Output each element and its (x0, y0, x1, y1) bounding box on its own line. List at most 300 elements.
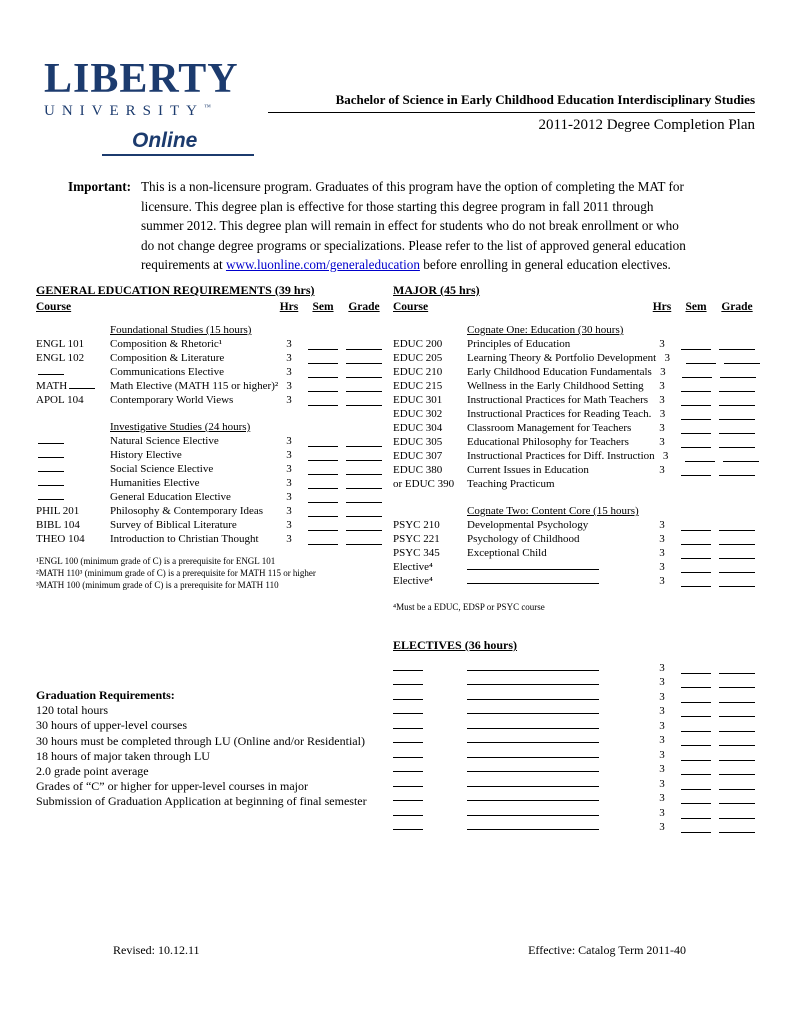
course-title (467, 573, 651, 587)
course-title: Social Science Elective (110, 463, 214, 475)
course-code: ENGL 101 (36, 338, 85, 350)
gened-course-row (36, 461, 382, 475)
graduation-requirement: 18 hours of major taken through LU (36, 748, 210, 763)
sem-blank-line (308, 339, 338, 350)
grade-blank-line (346, 353, 382, 364)
major-section-heading: Cognate Two: Content Core (15 hours) (467, 505, 639, 517)
major-footnote: ⁴Must be a EDUC, EDSP or PSYC course (393, 602, 545, 612)
major-section-heading-row (393, 503, 755, 517)
logo-university-text: UNIVERSITY (44, 103, 204, 119)
course-title: Instructional Practices for Diff. Instruction (467, 450, 655, 462)
grade-blank-line (724, 353, 760, 364)
electives-title: ELECTIVES (36 hours) (393, 638, 518, 652)
blank-course-code-line (38, 461, 64, 472)
blank-course-title-line (467, 776, 599, 787)
logo-underline-rule (102, 154, 254, 156)
general-education-table-header (36, 301, 382, 313)
course-hrs: 3 (659, 777, 665, 790)
blank-course-title-line (467, 559, 599, 570)
grade-blank-line (719, 764, 755, 775)
grade-blank-line (346, 436, 382, 447)
major-section-heading: Cognate One: Education (30 hours) (467, 324, 624, 336)
course-code: EDUC 305 (393, 436, 443, 448)
important-text-before-link: This is a non-licensure program. Graduates of this program have the option of completing the MAT for licensure. This degree plan is effective for those starting this degree program in fall 2011 through summer 2012. This degree plan will remain in effect for students who do not break enrollment or who do not change degree programs or specializations. Please refer to the list of approved general education requirements at (141, 179, 686, 272)
grade-blank-line (723, 451, 759, 462)
course-code: EDUC 215 (393, 380, 443, 392)
course-title: Exceptional Child (467, 547, 547, 559)
course-title (467, 718, 651, 732)
grade-blank-line (346, 520, 382, 531)
grade-blank-line (346, 339, 382, 350)
grade-blank-line (346, 478, 382, 489)
graduation-requirement: 30 hours must be completed through LU (Online and/or Residential) (36, 733, 365, 748)
course-hrs: 3 (286, 519, 292, 531)
major-course-row (393, 545, 755, 559)
course-hrs: 3 (659, 394, 665, 406)
sem-blank-line (681, 423, 711, 434)
course-hrs: 3 (286, 380, 292, 392)
course-code (36, 447, 110, 461)
course-title: Developmental Psychology (467, 519, 589, 531)
course-hrs: 3 (662, 450, 669, 462)
sem-blank-line (681, 548, 711, 559)
blank-course-title-line (467, 718, 599, 729)
course-hrs: 3 (659, 661, 665, 674)
blank-course-code-line (393, 660, 423, 671)
general-education-section (36, 283, 382, 591)
blank-course-code-line (393, 674, 423, 685)
column-header-hrs: Hrs (279, 301, 299, 313)
grade-blank-line (346, 367, 382, 378)
gened-footnote: ³MATH 100 (minimum grade of C) is a prerequisite for MATH 110 (36, 580, 279, 590)
blank-course-title-line (467, 703, 599, 714)
electives-row (393, 819, 755, 834)
sem-blank-line (681, 339, 711, 350)
blank-course-title-line (467, 747, 599, 758)
grade-blank-line (719, 562, 755, 573)
gened-course-row (36, 378, 382, 392)
blank-course-title-line (467, 790, 599, 801)
course-hrs: 3 (286, 394, 292, 406)
gened-section-heading: Foundational Studies (15 hours) (110, 324, 252, 336)
gened-footnote: ²MATH 110³ (minimum grade of C) is a prerequisite for MATH 115 or higher (36, 568, 316, 578)
major-course-row (393, 420, 755, 434)
course-hrs: 3 (660, 366, 666, 378)
electives-row (393, 775, 755, 790)
major-course-row (393, 392, 755, 406)
course-title (467, 559, 651, 573)
major-table-header (393, 301, 755, 313)
course-title: Contemporary World Views (110, 394, 234, 406)
course-code: PSYC 210 (393, 519, 440, 531)
gened-section-gap (36, 406, 382, 419)
important-notice (68, 177, 692, 275)
electives-row (393, 790, 755, 805)
course-title: Psychology of Childhood (467, 533, 580, 545)
sem-blank-line (681, 735, 711, 746)
gened-course-row (36, 475, 382, 489)
course-code: PSYC 221 (393, 533, 440, 545)
graduation-requirement: 2.0 grade point average (36, 764, 149, 779)
major-section-gap (393, 490, 755, 503)
course-title: Instructional Practices for Reading Teach. (467, 408, 652, 420)
blank-course-code-line (38, 364, 64, 375)
sem-blank-line (308, 506, 338, 517)
course-title: Classroom Management for Teachers (467, 422, 632, 434)
major-course-row (393, 517, 755, 531)
course-title: Math Elective (MATH 115 or higher)² (110, 380, 279, 392)
course-title: General Education Elective (110, 491, 231, 503)
graduation-requirement: Submission of Graduation Application at beginning of final semester (36, 794, 367, 809)
general-education-title: GENERAL EDUCATION REQUIREMENTS (39 hrs) (36, 283, 315, 297)
course-hrs: 3 (659, 763, 665, 775)
course-code: EDUC 210 (393, 366, 443, 378)
grade-blank-line (719, 663, 755, 674)
gened-course-row (36, 531, 382, 545)
course-title: Philosophy & Contemporary Ideas (110, 505, 264, 517)
sem-blank-line (681, 534, 711, 545)
course-title: Composition & Literature (110, 352, 225, 364)
course-title: Teaching Practicum (467, 478, 555, 490)
major-rows (393, 322, 755, 587)
major-section-heading-row (393, 322, 755, 336)
course-code: EDUC 380 (393, 464, 443, 476)
course-code (36, 461, 110, 475)
gened-course-row (36, 392, 382, 406)
gened-course-row (36, 433, 382, 447)
major-course-row (393, 559, 755, 573)
course-code (36, 489, 110, 503)
course-hrs: 3 (659, 719, 665, 732)
grade-blank-line (719, 677, 755, 688)
graduation-requirement: 30 hours of upper-level courses (36, 718, 188, 733)
blank-course-title-line (467, 819, 599, 830)
sem-blank-line (308, 534, 338, 545)
general-education-footnotes (36, 555, 382, 591)
course-title (467, 761, 651, 775)
course-title: Early Childhood Education Fundamentals (467, 366, 652, 378)
blank-course-code-line (38, 475, 64, 486)
course-title: Wellness in the Early Childhood Setting (467, 380, 644, 392)
course-code (393, 819, 467, 833)
course-code: Elective⁴ (393, 561, 433, 573)
document-header (268, 92, 755, 134)
course-title (467, 674, 651, 688)
course-hrs: 3 (286, 435, 292, 447)
major-course-row (393, 336, 755, 350)
grade-blank-line (719, 822, 755, 833)
grade-blank-line (346, 381, 382, 392)
graduation-requirements-list (36, 703, 408, 809)
course-title (467, 703, 651, 717)
electives-row (393, 703, 755, 718)
course-title: Communications Elective (110, 366, 224, 378)
course-hrs: 3 (664, 352, 670, 364)
electives-section (393, 638, 755, 833)
major-footnotes (393, 601, 755, 613)
course-hrs: 3 (659, 533, 665, 545)
major-course-row (393, 406, 755, 420)
sem-blank-line (681, 409, 711, 420)
electives-row (393, 746, 755, 761)
blank-course-title-line (467, 573, 599, 584)
graduation-requirement: 120 total hours (36, 703, 108, 718)
major-section (393, 283, 755, 613)
sem-blank-line (681, 465, 711, 476)
grade-blank-line (719, 381, 755, 392)
course-code: EDUC 304 (393, 422, 443, 434)
grade-blank-line (346, 395, 382, 406)
grade-blank-line (719, 692, 755, 703)
sem-blank-line (308, 395, 338, 406)
grade-blank-line (346, 506, 382, 517)
sem-blank-line (681, 381, 711, 392)
sem-blank-line (308, 450, 338, 461)
general-education-link[interactable]: www.luonline.com/generaleducation (225, 257, 420, 272)
grade-blank-line (719, 423, 755, 434)
course-hrs: 3 (659, 734, 665, 746)
course-title: Learning Theory & Portfolio Development (467, 352, 657, 364)
grade-blank-line (346, 492, 382, 503)
course-hrs: 3 (659, 575, 665, 587)
course-hrs: 3 (286, 366, 292, 378)
major-course-row (393, 476, 755, 490)
gened-course-row (36, 517, 382, 531)
blank-course-title-line (467, 761, 599, 772)
course-hrs: 3 (659, 792, 665, 804)
course-title: Humanities Elective (110, 477, 200, 489)
course-code: or EDUC 390 (393, 478, 455, 490)
course-title (467, 776, 651, 790)
gened-section-heading-row (36, 419, 382, 433)
sem-blank-line (681, 395, 711, 406)
grade-blank-line (719, 395, 755, 406)
course-hrs: 3 (659, 705, 665, 717)
blank-course-title-line (467, 805, 599, 816)
course-code: THEO 104 (36, 533, 85, 545)
electives-row (393, 761, 755, 776)
logo-online-text: Online (132, 129, 198, 152)
blank-course-code-line (38, 433, 64, 444)
column-header-grade: Grade (721, 301, 753, 313)
major-title: MAJOR (45 hrs) (393, 283, 480, 297)
course-hrs: 3 (286, 533, 292, 545)
electives-row (393, 732, 755, 747)
column-header-sem: Sem (312, 301, 334, 313)
electives-row (393, 717, 755, 732)
course-code: EDUC 205 (393, 352, 443, 364)
course-hrs: 3 (659, 380, 665, 392)
gened-section-heading: Investigative Studies (24 hours) (110, 421, 251, 433)
grade-blank-line (719, 534, 755, 545)
course-title: Natural Science Elective (110, 435, 219, 447)
sem-blank-line (682, 367, 712, 378)
grade-blank-line (719, 735, 755, 746)
electives-row (393, 804, 755, 819)
course-hrs: 3 (286, 352, 292, 364)
blank-course-title-line (467, 660, 599, 671)
major-course-row (393, 573, 755, 587)
grade-blank-line (719, 808, 755, 819)
graduation-requirements (36, 688, 408, 810)
course-hrs: 3 (659, 519, 665, 531)
major-course-row (393, 350, 755, 364)
grade-blank-line (720, 367, 756, 378)
revised-date: Revised: 10.12.11 (113, 943, 200, 957)
logo-liberty-wordmark: LIBERTY (44, 56, 239, 102)
blank-course-code-line (69, 378, 95, 389)
sem-blank-line (681, 750, 711, 761)
grade-blank-line (719, 750, 755, 761)
liberty-university-logo (44, 58, 259, 156)
sem-blank-line (308, 381, 338, 392)
blank-course-title-line (467, 689, 599, 700)
course-code: EDUC 307 (393, 450, 443, 462)
course-code (36, 475, 110, 489)
grade-blank-line (719, 409, 755, 420)
trademark-symbol: ™ (204, 103, 211, 111)
column-header-course: Course (36, 301, 72, 313)
course-code: EDUC 302 (393, 408, 443, 420)
grade-blank-line (346, 464, 382, 475)
course-title (467, 819, 651, 833)
course-hrs: 3 (659, 436, 665, 448)
electives-row (393, 674, 755, 689)
document-title: Bachelor of Science in Early Childhood Education Interdisciplinary Studies (268, 92, 755, 113)
graduation-requirements-title: Graduation Requirements: (36, 688, 175, 702)
sem-blank-line (308, 464, 338, 475)
course-title: Instructional Practices for Math Teachers (467, 394, 649, 406)
gened-course-row (36, 364, 382, 378)
grade-blank-line (719, 721, 755, 732)
course-code: Elective⁴ (393, 575, 433, 587)
course-code: PSYC 345 (393, 547, 440, 559)
gened-footnote: ¹ENGL 100 (minimum grade of C) is a prerequisite for ENGL 101 (36, 556, 276, 566)
sem-blank-line (685, 451, 715, 462)
sem-blank-line (681, 576, 711, 587)
grade-blank-line (719, 548, 755, 559)
course-code (393, 674, 467, 688)
grade-blank-line (719, 779, 755, 790)
course-code: PHIL 201 (36, 505, 80, 517)
sem-blank-line (681, 822, 711, 833)
course-hrs: 3 (659, 821, 665, 833)
sem-blank-line (681, 721, 711, 732)
grade-blank-line (719, 793, 755, 804)
course-hrs: 3 (659, 561, 665, 573)
course-hrs: 3 (659, 464, 665, 476)
graduation-requirement: Grades of “C” or higher for upper-level courses in major (36, 779, 308, 794)
sem-blank-line (308, 492, 338, 503)
column-header-hrs: Hrs (652, 301, 672, 313)
major-course-row (393, 448, 755, 462)
course-hrs: 3 (659, 422, 665, 434)
course-code (36, 433, 110, 447)
grade-blank-line (346, 534, 382, 545)
blank-course-title-line (467, 674, 599, 685)
effective-term: Effective: Catalog Term 2011-40 (528, 943, 686, 957)
sem-blank-line (681, 793, 711, 804)
column-header-sem: Sem (685, 301, 707, 313)
electives-row (393, 659, 755, 674)
course-hrs: 3 (286, 463, 292, 475)
course-code: EDUC 301 (393, 394, 443, 406)
electives-row (393, 688, 755, 703)
sem-blank-line (681, 764, 711, 775)
gened-course-row (36, 447, 382, 461)
course-hrs: 3 (659, 690, 665, 703)
course-title: Survey of Biblical Literature (110, 519, 237, 531)
major-course-row (393, 462, 755, 476)
course-hrs: 3 (659, 676, 665, 688)
sem-blank-line (308, 353, 338, 364)
sem-blank-line (681, 677, 711, 688)
logo-university-line (44, 103, 259, 120)
sem-blank-line (308, 478, 338, 489)
grade-blank-line (346, 450, 382, 461)
course-title (467, 790, 651, 804)
course-code: MATH (36, 378, 110, 392)
course-hrs: 3 (659, 806, 665, 819)
course-hrs: 3 (286, 491, 292, 503)
grade-blank-line (719, 437, 755, 448)
course-title: Educational Philosophy for Teachers (467, 436, 629, 448)
course-code (36, 364, 110, 378)
grade-blank-line (719, 339, 755, 350)
gened-course-row (36, 336, 382, 350)
course-title: Current Issues in Education (467, 464, 589, 476)
major-course-row (393, 378, 755, 392)
sem-blank-line (681, 520, 711, 531)
grade-blank-line (719, 465, 755, 476)
sem-blank-line (681, 808, 711, 819)
major-course-row (393, 434, 755, 448)
column-header-course: Course (393, 301, 429, 313)
sem-blank-line (308, 367, 338, 378)
major-course-row (393, 364, 755, 378)
blank-course-title-line (467, 732, 599, 743)
course-title (467, 747, 651, 761)
course-hrs: 3 (659, 748, 665, 761)
important-label: Important: (68, 179, 132, 194)
important-text (141, 177, 692, 275)
grade-blank-line (719, 576, 755, 587)
major-course-row (393, 531, 755, 545)
blank-course-code-line (38, 447, 64, 458)
electives-rows (393, 659, 755, 833)
grade-blank-line (719, 706, 755, 717)
sem-blank-line (308, 436, 338, 447)
course-title (467, 660, 651, 674)
course-hrs: 3 (286, 505, 292, 517)
sem-blank-line (681, 779, 711, 790)
course-title: History Elective (110, 449, 182, 461)
sem-blank-line (308, 520, 338, 531)
gened-section-heading-row (36, 322, 382, 336)
course-code: ENGL 102 (36, 352, 85, 364)
course-title (467, 732, 651, 746)
sem-blank-line (681, 663, 711, 674)
blank-course-code-line (393, 819, 423, 830)
blank-course-code-line (38, 489, 64, 500)
column-header-grade: Grade (348, 301, 380, 313)
sem-blank-line (686, 353, 716, 364)
gened-course-row (36, 350, 382, 364)
sem-blank-line (681, 437, 711, 448)
sem-blank-line (681, 562, 711, 573)
course-hrs: 3 (659, 408, 666, 420)
course-code: APOL 104 (36, 394, 84, 406)
